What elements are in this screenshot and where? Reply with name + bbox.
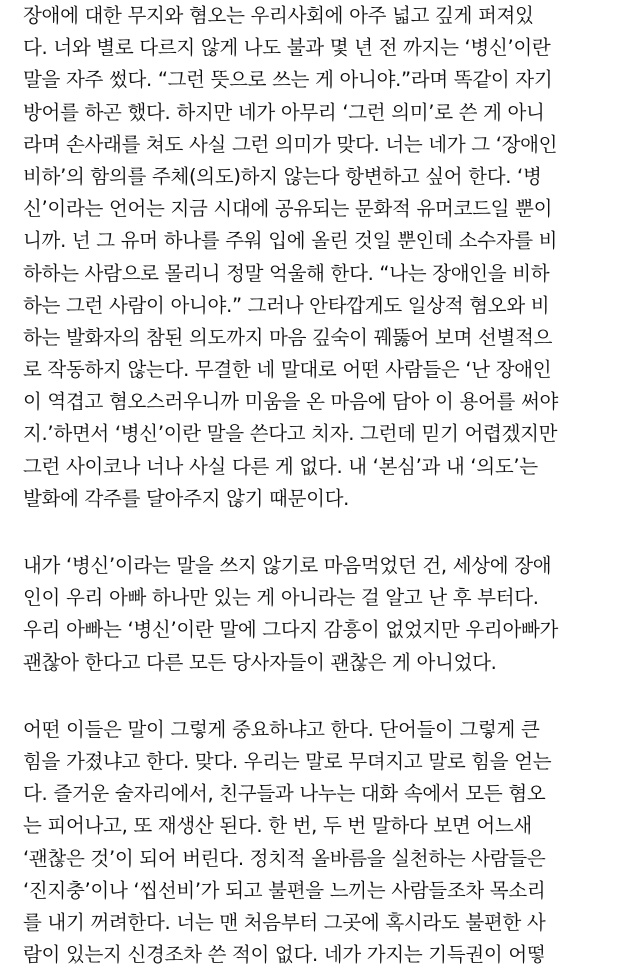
text-line: 발화에 각주를 달아주지 않기 때문이다. xyxy=(23,486,350,510)
text-line: 어떤 이들은 말이 그렇게 중요하냐고 한다. 단어들이 그렇게 큰 xyxy=(23,717,540,741)
paragraph-1 xyxy=(23,0,627,515)
text-line: 는 피어나고, 또 재생산 된다. 한 번, 두 번 말하다 보면 어느새 xyxy=(23,814,532,838)
text-line: ‘괜찮은 것’이 되어 버린다. 정치적 올바름을 실천하는 사람들은 xyxy=(23,846,546,870)
text-line: 괜찮아 한다고 다른 모든 당사자들이 괜찮은 게 아니었다. xyxy=(23,650,497,674)
text-line: 라며 손사래를 쳐도 사실 그런 의미가 맞다. 너는 네가 그 ‘장애인 xyxy=(23,132,558,156)
text-line: 다. 즐거운 술자리에서, 친구들과 나누는 대화 속에서 모든 혐오 xyxy=(23,782,546,806)
text-line: 그런 사이코나 너나 사실 다른 게 없다. 내 ‘본심’과 내 ‘의도’는 xyxy=(23,454,538,478)
text-line: 방어를 하곤 했다. 하지만 네가 아무리 ‘그런 의미’로 쓴 게 아니 xyxy=(23,100,545,124)
text-line: 장애에 대한 무지와 혐오는 우리사회에 아주 넓고 깊게 퍼져있 xyxy=(23,4,534,27)
paragraph-2 xyxy=(23,550,627,679)
text-line: 내가 ‘병신’이라는 말을 쓰지 않기로 마음먹었던 건, 세상에 장애 xyxy=(23,554,552,577)
text-line: 힘을 가졌냐고 한다. 맞다. 우리는 말로 무뎌지고 말로 힘을 얻는 xyxy=(23,749,552,773)
text-line: 하는 발화자의 참된 의도까지 마음 깊숙이 꿰뚫어 보며 선별적으 xyxy=(23,325,553,349)
text-line: 람이 있는지 신경조차 쓴 적이 없다. 네가 가지는 기득권이 어떻 xyxy=(23,943,546,967)
text-line: 를 내기 꺼려한다. 너는 맨 처음부터 그곳에 혹시라도 불편한 사 xyxy=(23,910,546,934)
text-line: 하하는 사람으로 몰리니 정말 억울해 한다. “나는 장애인을 비하 xyxy=(23,261,550,285)
paragraph-3 xyxy=(23,714,627,971)
paragraph-gap xyxy=(23,515,627,550)
text-line: 하는 그런 사람이 아니야.” 그러나 안타깝게도 일상적 혐오와 비 xyxy=(23,293,550,317)
text-line: 말을 자주 썼다. “그런 뜻으로 쓰는 게 아니야.”라며 똑같이 자기 xyxy=(23,68,553,92)
text-line: ‘진지충’이나 ‘씹선비’가 되고 불편을 느끼는 사람들조차 목소리 xyxy=(23,878,546,902)
text-line: 이 역겹고 혐오스러우니까 미움을 온 마음에 담아 이 용어를 써야 xyxy=(23,390,559,414)
text-line: 인이 우리 아빠 하나만 있는 게 아니라는 걸 알고 난 후 부터다. xyxy=(23,586,539,610)
text-line: 우리 아빠는 ‘병신’이란 말에 그다지 감흥이 없었지만 우리아빠가 xyxy=(23,618,559,642)
text-line: 니까. 넌 그 유머 하나를 주워 입에 올린 것일 뿐인데 소수자를 비 xyxy=(23,229,558,253)
text-line: 신’이라는 언어는 지금 시대에 공유되는 문화적 유머코드일 뿐이 xyxy=(23,197,553,221)
text-line: 로 작동하지 않는다. 무결한 네 말대로 어떤 사람들은 ‘난 장애인 xyxy=(23,358,552,382)
text-line: 지.’하면서 ‘병신’이란 말을 쓴다고 치자. 그런데 믿기 어렵겠지만 xyxy=(23,422,558,446)
text-line: 다. 너와 별로 다르지 않게 나도 불과 몇 년 전 까지는 ‘병신’이란 xyxy=(23,36,551,60)
text-line: 비하’의 함의를 주체(의도)하지 않는다 항변하고 싶어 한다. ‘병 xyxy=(23,164,542,188)
paragraph-gap xyxy=(23,679,627,714)
